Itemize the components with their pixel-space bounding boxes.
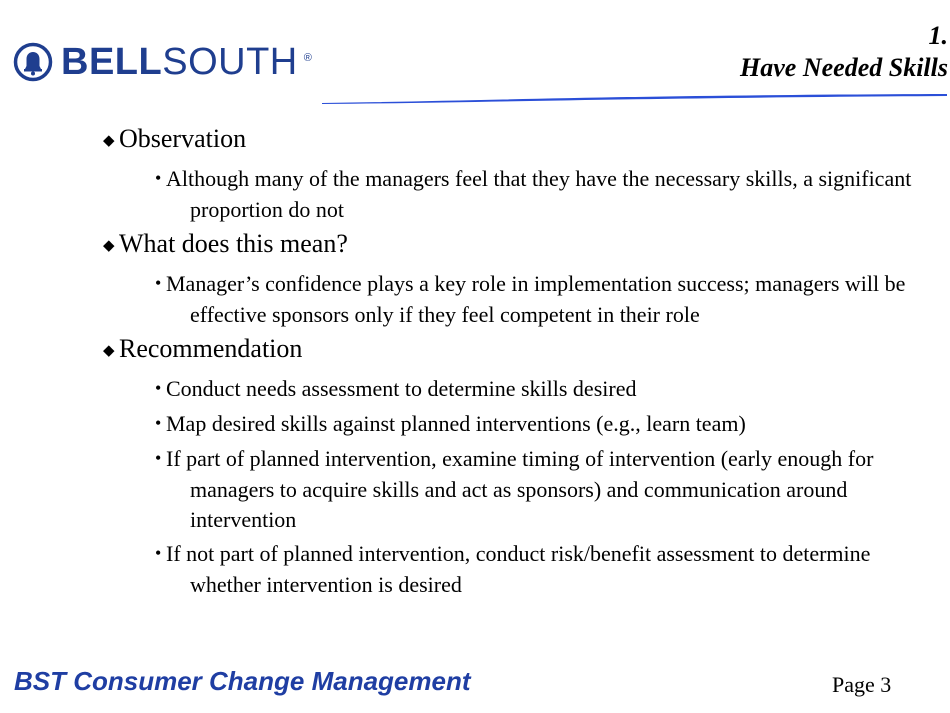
section-heading-text: Recommendation xyxy=(119,334,303,363)
page-number: Page 3 xyxy=(832,672,892,697)
list-item-text: If part of planned intervention, examine timing of intervention (early enough for managers to acquire skills and act as sponsors) and communication around intervention xyxy=(166,446,874,532)
list-item xyxy=(103,164,923,225)
header-swoosh xyxy=(322,90,947,106)
list-item-text: Conduct needs assessment to determine skills desired xyxy=(166,376,637,401)
dot-bullet-icon: • xyxy=(155,448,162,468)
list-item xyxy=(103,374,923,405)
registered-mark: ® xyxy=(303,52,312,64)
logo-wordmark xyxy=(61,43,298,81)
section-heading-text: What does this mean? xyxy=(119,229,348,258)
diamond-bullet-icon: ◆ xyxy=(103,133,115,149)
dot-bullet-icon: • xyxy=(155,543,162,563)
list-item xyxy=(103,269,923,330)
bellsouth-logo xyxy=(13,40,312,84)
dot-bullet-icon: • xyxy=(155,273,162,293)
list-item xyxy=(103,539,923,600)
list-item xyxy=(103,444,923,535)
section-heading-recommendation xyxy=(103,332,923,370)
dot-bullet-icon: • xyxy=(155,168,162,188)
list-item-text: Although many of the managers feel that they have the necessary skills, a significant proportion do not xyxy=(166,166,912,222)
title-number: 1. xyxy=(928,21,948,50)
section-heading-meaning xyxy=(103,227,923,265)
list-item-text: Manager’s confidence plays a key role in implementation success; managers will be effective sponsors only if they feel competent in their role xyxy=(166,271,906,327)
dot-bullet-icon: • xyxy=(155,378,162,398)
diamond-bullet-icon: ◆ xyxy=(103,343,115,359)
list-item xyxy=(103,409,923,440)
list-item-text: Map desired skills against planned interventions (e.g., learn team) xyxy=(166,411,746,436)
logo-light-text: SOUTH xyxy=(162,41,298,83)
list-item-text: If not part of planned intervention, conduct risk/benefit assessment to determine whether intervention is desired xyxy=(166,541,871,597)
logo-bold-text: BELL xyxy=(61,41,163,83)
diamond-bullet-icon: ◆ xyxy=(103,238,115,254)
dot-bullet-icon: • xyxy=(155,413,162,433)
title-text: Have Needed Skills xyxy=(740,53,948,82)
slide-title xyxy=(740,20,948,84)
slide-content xyxy=(103,120,923,600)
section-heading-text: Observation xyxy=(119,124,247,153)
bell-icon xyxy=(13,42,53,82)
footer-title: BST Consumer Change Management xyxy=(14,666,471,696)
section-heading-observation xyxy=(103,122,923,160)
